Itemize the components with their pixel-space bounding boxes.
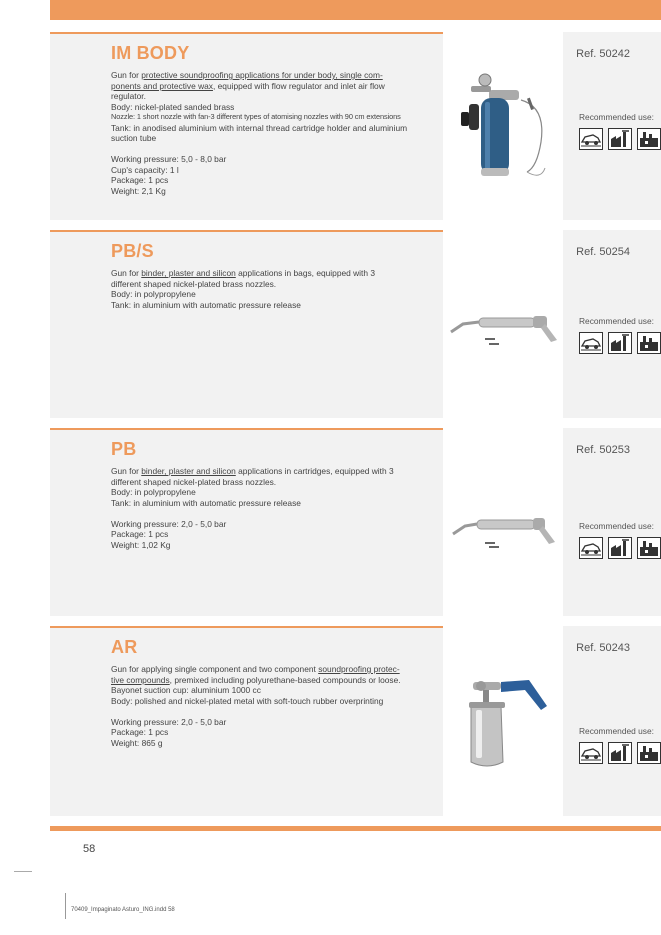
description-line: [111, 664, 429, 675]
description-line: [111, 696, 429, 707]
spec-line: Package: 1 pcs: [111, 529, 169, 539]
description-text: Tank: in anodised aluminium with internal thread cartridge holder and aluminium: [111, 122, 408, 133]
description-text: regulator.: [111, 91, 146, 101]
recommended-use-label: Recommended use:: [579, 112, 654, 122]
description-text: Gun for applying single component and two component: [111, 664, 319, 674]
spec-line: Working pressure: 2,0 - 5,0 bar: [111, 716, 227, 727]
industrial-plant-icon: [608, 332, 632, 354]
spec-line: Working pressure: 5,0 - 8,0 bar: [111, 154, 227, 164]
description-line: [111, 466, 429, 477]
product-image-area: [443, 32, 563, 220]
spec-line: Cup's capacity: 1 l: [111, 164, 179, 175]
product-pb: [50, 428, 661, 616]
description-text: Nozzle: 1 short nozzle with fan-3 different types of atomising nozzles with 90 cm extensions: [111, 112, 401, 121]
spacer: [111, 144, 429, 155]
recommended-use-icons: [579, 332, 661, 354]
factory-icon: [637, 742, 661, 764]
recommended-use-icons: [579, 742, 661, 764]
product-title: PB/S: [111, 241, 154, 261]
description-highlight: tive compounds: [111, 674, 170, 685]
description-line: [111, 487, 429, 498]
car-body-icon: [579, 537, 603, 559]
section-divider: [50, 626, 443, 628]
factory-icon: [637, 537, 661, 559]
description-text: suction tube: [111, 133, 157, 143]
description-line: [111, 112, 429, 123]
silicone-gun-image: [449, 310, 561, 354]
recommended-use-label: Recommended use:: [579, 316, 654, 326]
section-divider: [50, 32, 443, 34]
spacer: [111, 706, 429, 717]
car-body-icon: [579, 128, 603, 150]
description-text: applications in cartridges, equipped with 3: [235, 466, 394, 476]
product-image-area: [443, 626, 563, 816]
spec-line: Weight: 865 g: [111, 737, 163, 748]
description-line: [111, 123, 429, 134]
description-text: Body: polished and nickel-plated metal with soft-touch rubber overprinting: [111, 695, 384, 706]
description-text: Gun for: [111, 70, 142, 80]
product-description: [111, 70, 429, 196]
recommended-use-icons: [579, 537, 661, 559]
description-line: [111, 91, 429, 102]
description-text: different shaped nickel-plated brass nozzles.: [111, 476, 277, 487]
description-line: [111, 685, 429, 696]
description-line: [111, 477, 429, 488]
product-pb-s: [50, 230, 661, 418]
description-highlight: binder, plaster and silicon: [141, 466, 236, 476]
description-text: Gun for: [111, 466, 142, 476]
recommended-use-panel: [563, 32, 661, 220]
cartridge-gun-image: [451, 512, 561, 552]
car-body-icon: [579, 332, 603, 354]
recommended-use-label: Recommended use:: [579, 726, 654, 736]
description-text: applications in bags, equipped with 3: [235, 268, 375, 278]
product-ref: Ref. 50254: [576, 246, 630, 258]
product-ref: Ref. 50243: [576, 642, 630, 654]
description-highlight: binder, plaster and silicon: [141, 268, 236, 278]
file-footer: 70409_Impaginato Asturo_ING.indd 58: [71, 907, 175, 913]
description-line: [111, 81, 429, 92]
description-line: [111, 675, 429, 686]
description-text: Body: in polypropylene: [111, 289, 196, 299]
bottom-band: [50, 826, 661, 831]
description-highlight: soundproofing protec-: [318, 664, 400, 674]
description-line: [111, 279, 429, 290]
description-line: [111, 498, 429, 509]
description-line: [111, 289, 429, 300]
section-divider: [50, 428, 443, 430]
recommended-use-panel: [563, 428, 661, 616]
description-text: , equipped with flow regulator and inlet air flow: [212, 80, 385, 91]
industrial-plant-icon: [608, 537, 632, 559]
factory-icon: [637, 128, 661, 150]
spray-gun-tank-image: [461, 72, 551, 184]
product-ar: [50, 626, 661, 816]
description-text: Tank: in aluminium with automatic pressure release: [111, 299, 301, 310]
product-description: [111, 664, 429, 748]
product-title: PB: [111, 439, 137, 459]
spec-line: Weight: 1,02 Kg: [111, 539, 171, 550]
description-line: [111, 70, 429, 81]
description-text: Body: in polypropylene: [111, 487, 196, 497]
description-line: [111, 268, 429, 279]
factory-icon: [637, 332, 661, 354]
product-im-body: [50, 32, 661, 220]
top-band: [50, 0, 661, 20]
trim-mark: [14, 871, 32, 872]
industrial-plant-icon: [608, 128, 632, 150]
product-panel: [50, 230, 443, 418]
description-text: Bayonet suction cup: aluminium 1000 cc: [111, 685, 261, 695]
spacer: [111, 508, 429, 519]
description-text: Gun for: [111, 268, 142, 278]
spec-line: Package: 1 pcs: [111, 175, 169, 185]
product-ref: Ref. 50242: [576, 48, 630, 60]
product-description: [111, 268, 429, 310]
car-body-icon: [579, 742, 603, 764]
description-highlight: ponents and protective wax: [111, 80, 213, 91]
description-line: [111, 300, 429, 311]
spec-line: Weight: 2,1 Kg: [111, 185, 166, 196]
description-highlight: protective soundproofing applications for under body, single com-: [141, 70, 383, 80]
description-line: [111, 102, 429, 113]
section-divider: [50, 230, 443, 232]
description-text: Tank: in aluminium with automatic pressure release: [111, 497, 301, 508]
suction-cup-gun-image: [467, 676, 551, 772]
page-number: 58: [83, 843, 96, 855]
industrial-plant-icon: [608, 742, 632, 764]
spec-line: Package: 1 pcs: [111, 727, 169, 737]
footer-rule: [65, 893, 66, 919]
description-line: [111, 133, 429, 144]
product-ref: Ref. 50253: [576, 444, 630, 456]
product-title: IM BODY: [111, 43, 190, 63]
spec-line: Working pressure: 2,0 - 5,0 bar: [111, 518, 227, 529]
product-title: AR: [111, 637, 138, 657]
recommended-use-panel: [563, 626, 661, 816]
description-text: Body: nickel-plated sanded brass: [111, 101, 235, 112]
product-description: [111, 466, 429, 550]
recommended-use-panel: [563, 230, 661, 418]
product-image-area: [443, 230, 563, 418]
recommended-use-label: Recommended use:: [579, 521, 654, 531]
description-text: different shaped nickel-plated brass nozzles.: [111, 278, 277, 289]
description-text: , premixed including polyurethane-based compounds or loose.: [169, 674, 401, 685]
recommended-use-icons: [579, 128, 661, 150]
product-image-area: [443, 428, 563, 616]
